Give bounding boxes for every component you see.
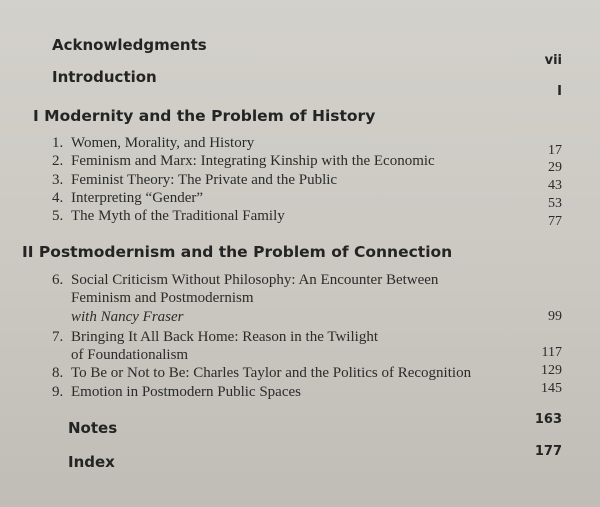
toc-chapter-page: 77 bbox=[548, 214, 562, 229]
toc-chapter-title: To Be or Not to Be: Charles Taylor and the Politics of Recognition bbox=[71, 365, 472, 381]
toc-chapter-title: Interpreting “Gender” bbox=[71, 190, 204, 206]
toc-chapter-title: Bringing It All Back Home: Reason in the Twilight bbox=[71, 329, 378, 345]
toc-chapter-title: Emotion in Postmodern Public Spaces bbox=[71, 384, 301, 400]
toc-chapter-page: 17 bbox=[548, 143, 562, 158]
toc-chapter-page: 99 bbox=[548, 309, 562, 324]
toc-chapter-number: 9. bbox=[52, 384, 64, 400]
toc-index-title: Index bbox=[68, 453, 115, 471]
toc-chapter-number: 4. bbox=[52, 190, 64, 206]
toc-introduction-page: I bbox=[557, 84, 562, 99]
toc-chapter-number: 8. bbox=[52, 365, 64, 381]
toc-chapter-number: 7. bbox=[52, 329, 64, 345]
toc-chapter-title: Women, Morality, and History bbox=[71, 135, 255, 151]
toc-chapter-page: 43 bbox=[548, 178, 562, 193]
toc-chapter-title: The Myth of the Traditional Family bbox=[71, 208, 285, 224]
toc-chapter-title: Social Criticism Without Philosophy: An Encounter Between bbox=[71, 272, 439, 288]
toc-index-page: 177 bbox=[534, 444, 562, 459]
toc-chapter-number: 3. bbox=[52, 172, 64, 188]
toc-chapter-title-continued: Feminism and Postmodernism bbox=[71, 290, 254, 306]
toc-chapter-page: 129 bbox=[541, 363, 562, 378]
toc-notes-title: Notes bbox=[68, 419, 118, 437]
toc-chapter-title: Feminism and Marx: Integrating Kinship with the Economic bbox=[71, 153, 435, 169]
toc-chapter-page: 145 bbox=[541, 381, 562, 396]
toc-chapter-title-continued: of Foundationalism bbox=[71, 347, 189, 363]
toc-chapter-number: 2. bbox=[52, 153, 64, 169]
toc-introduction-title: Introduction bbox=[52, 68, 157, 86]
toc-chapter-number: 1. bbox=[52, 135, 64, 151]
toc-chapter-number: 6. bbox=[52, 272, 64, 288]
toc-acknowledgments-page: vii bbox=[544, 53, 562, 68]
toc-chapter-page: 29 bbox=[548, 160, 562, 175]
toc-chapter-byline: with Nancy Fraser bbox=[71, 309, 184, 325]
toc-chapter-page: 117 bbox=[541, 345, 562, 360]
toc-notes-page: 163 bbox=[534, 412, 562, 427]
toc-chapter-number: 5. bbox=[52, 208, 64, 224]
toc-part-heading: I Modernity and the Problem of History bbox=[33, 107, 376, 125]
toc-chapter-page: 53 bbox=[548, 196, 562, 211]
toc-chapter-title: Feminist Theory: The Private and the Public bbox=[71, 172, 338, 188]
toc-acknowledgments-title: Acknowledgments bbox=[52, 36, 207, 54]
toc-part-heading: II Postmodernism and the Problem of Connection bbox=[22, 243, 453, 261]
